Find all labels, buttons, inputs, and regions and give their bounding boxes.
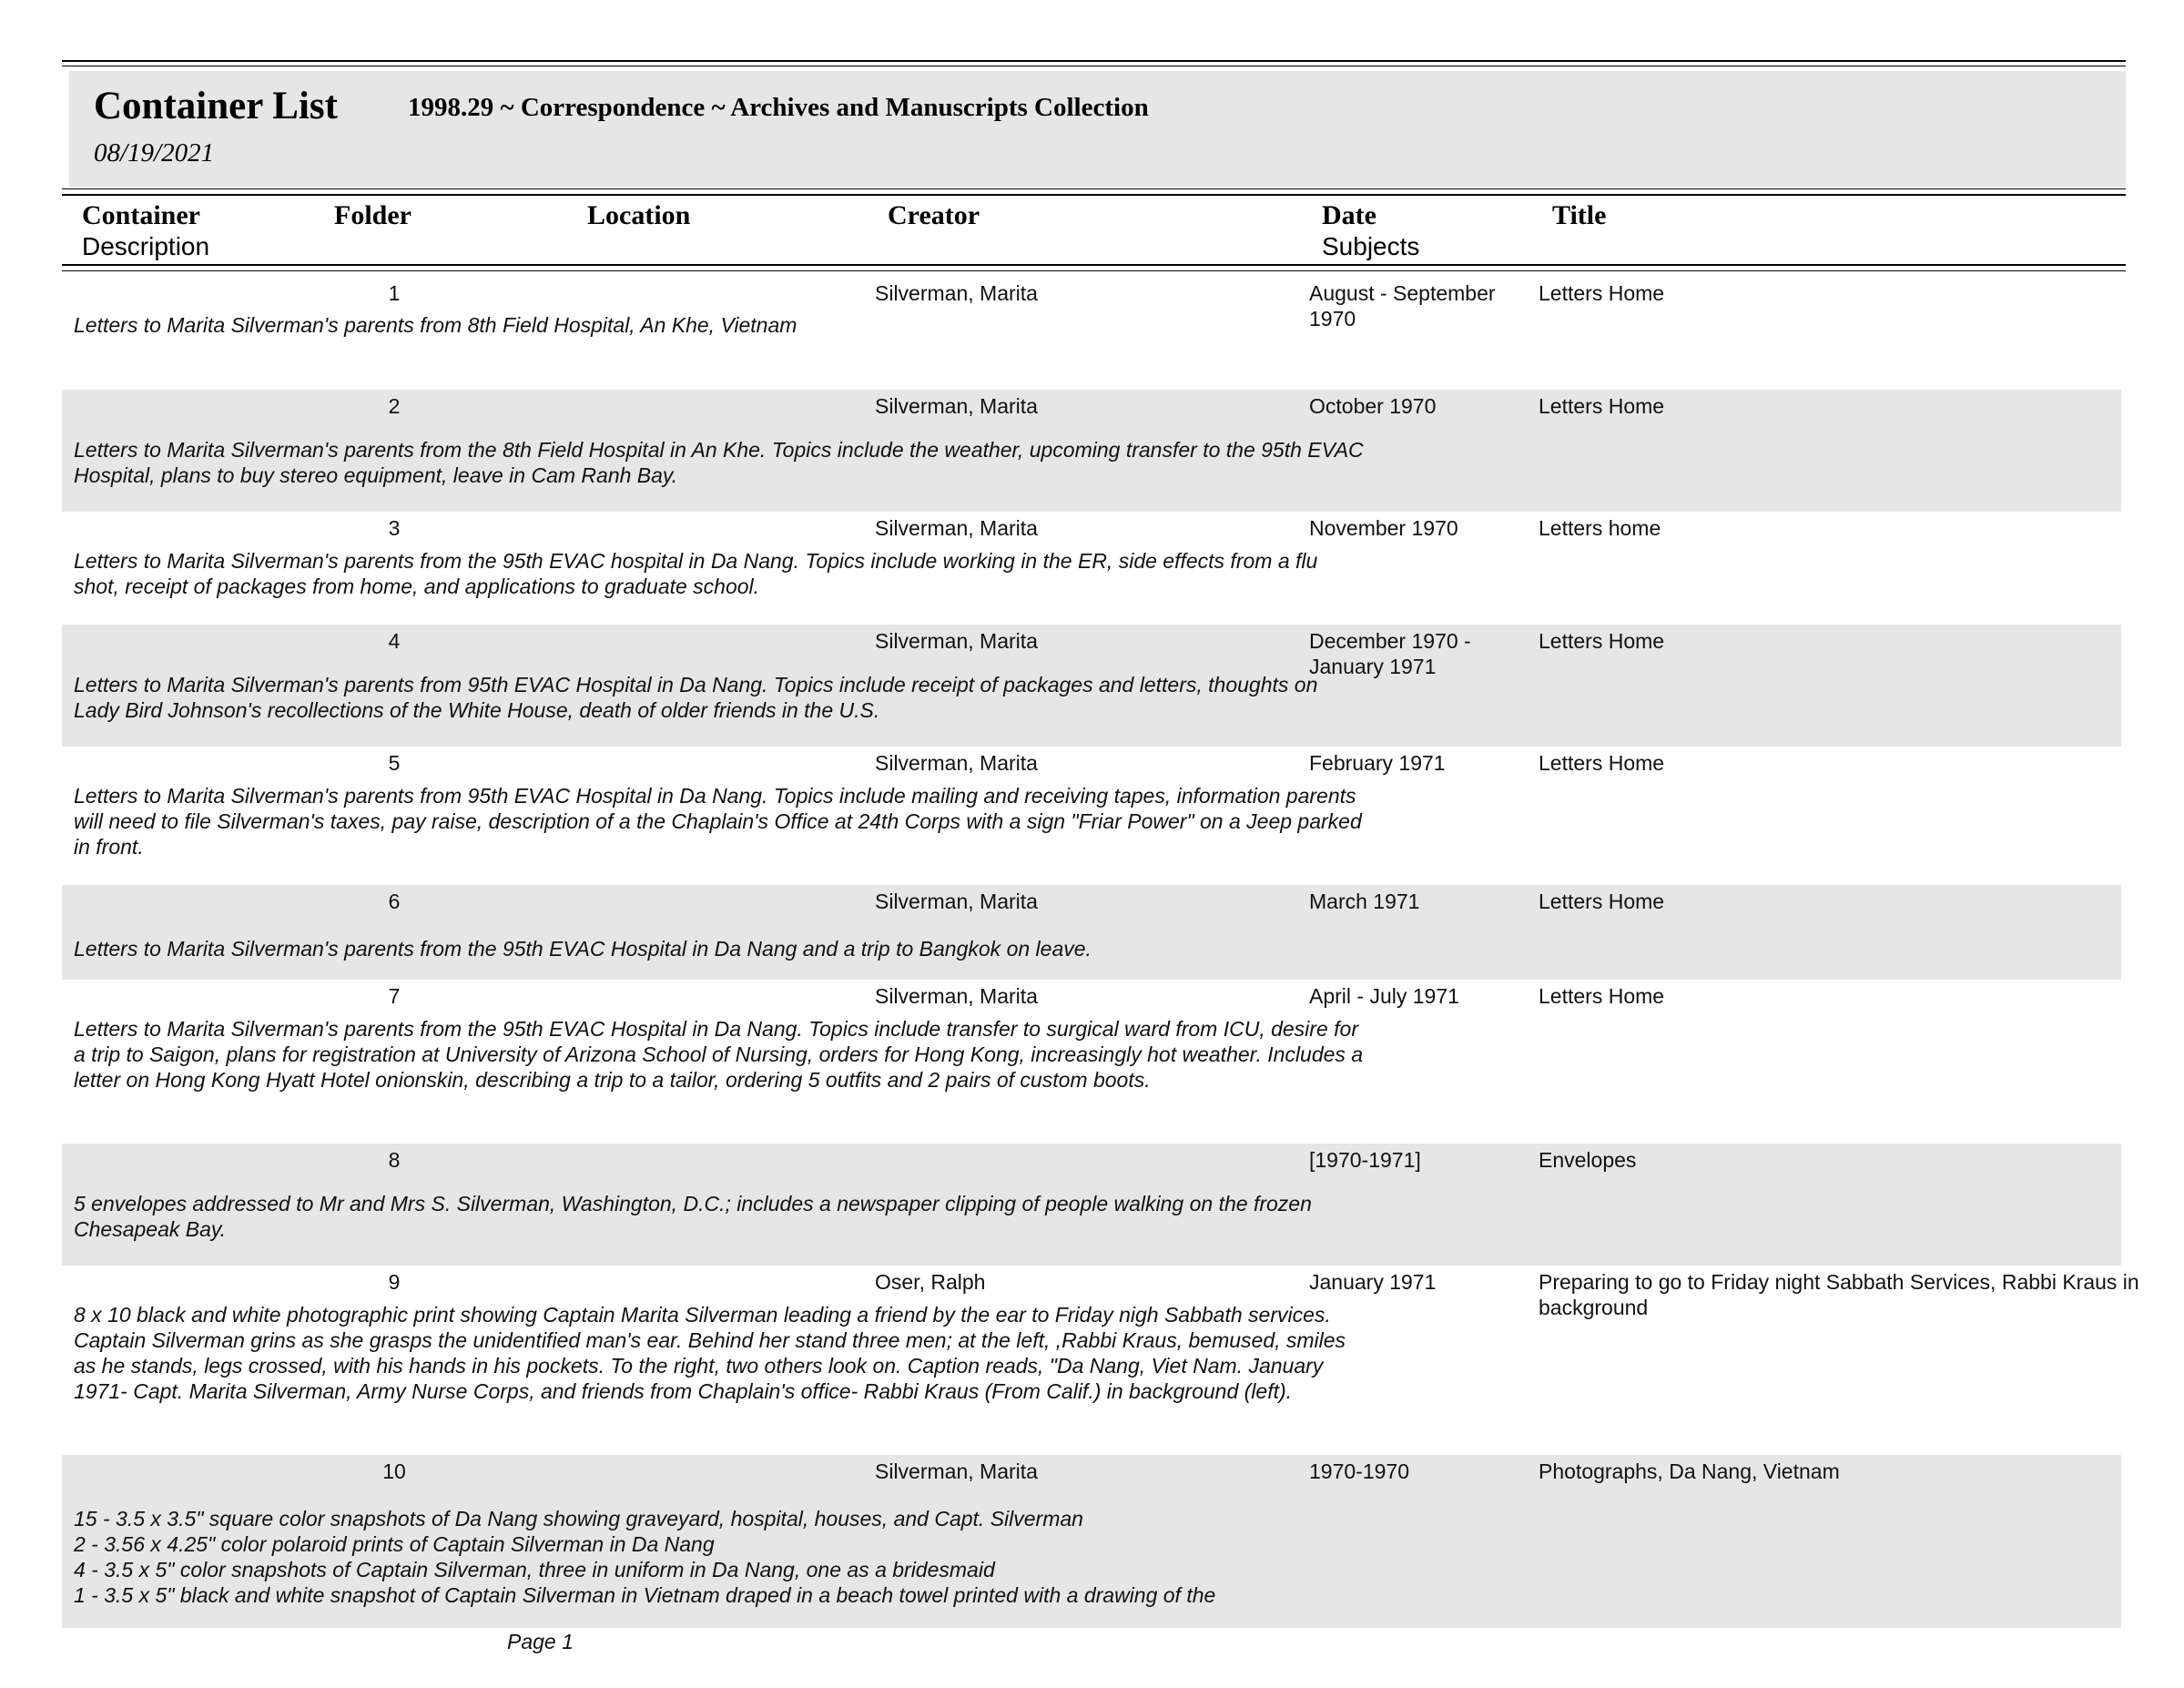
table-row	[62, 1144, 2121, 1266]
title: Letters Home	[1539, 629, 1665, 653]
folder-number: 4	[388, 629, 401, 653]
date: [1970-1971]	[1309, 1148, 1421, 1172]
top-rule-1	[62, 60, 2126, 62]
columns-rule-2	[62, 270, 2126, 271]
title: Letters Home	[1539, 281, 1665, 305]
description: 5 envelopes addressed to Mr and Mrs S. Silverman, Washington, D.C.; includes a newspaper clipping of people walking on the frozen Chesapeak Bay.	[74, 1192, 1312, 1241]
date: March 1971	[1309, 890, 1420, 913]
description: Letters to Marita Silverman's parents from the 95th EVAC hospital in Da Nang. Topics include working in the ER, side effects from a flu shot, receipt of packages from home, and applications to graduate school.	[74, 549, 1318, 598]
col-description: Description	[82, 232, 210, 260]
description: Letters to Marita Silverman's parents from 95th EVAC Hospital in Da Nang. Topics include receipt of packages and letters, thoughts on Lady Bird Johnson's recollections of the White House, death of older friends in the U.S.	[74, 673, 1318, 722]
table-row	[62, 885, 2121, 980]
table-row	[62, 512, 2121, 625]
col-container: Container	[82, 200, 200, 230]
title: Letters Home	[1539, 394, 1665, 418]
date: November 1970	[1309, 516, 1458, 540]
table-row	[62, 625, 2121, 747]
description-line: 15 - 3.5 x 3.5" square color snapshots of Da Nang showing graveyard, hospital, houses, and Capt. Silverman	[74, 1507, 1083, 1530]
description-line: 1 - 3.5 x 5" black and white snapshot of Captain Silverman in Vietnam draped in a beach towel printed with a drawing of the	[74, 1583, 1216, 1607]
description: Letters to Marita Silverman's parents from the 95th EVAC Hospital in Da Nang. Topics include transfer to surgical ward from ICU, desire for a trip to Saigon, plans for registration at University of Arizona School of Nursing, orders for Hong Kong, increasingly hot weather. Includes a letter on Hong Kong Hyatt Hotel onionskin, describing a trip to a tailor, ordering 5 outfits and 2 pairs of custom boots.	[74, 1017, 1364, 1092]
date: February 1971	[1309, 751, 1446, 775]
creator: Silverman, Marita	[875, 516, 1038, 540]
folder-number: 6	[388, 890, 401, 913]
header-rule-1	[62, 188, 2126, 189]
col-title: Title	[1552, 200, 1607, 230]
description: Letters to Marita Silverman's parents from the 95th EVAC Hospital in Da Nang and a trip to Bangkok on leave.	[74, 937, 1092, 961]
col-creator: Creator	[888, 200, 980, 230]
description-line: 2 - 3.56 x 4.25" color polaroid prints of Captain Silverman in Da Nang	[74, 1532, 715, 1556]
folder-number: 3	[388, 516, 401, 540]
folder-number: 7	[388, 984, 401, 1008]
creator: Silverman, Marita	[875, 984, 1038, 1008]
title: Letters Home	[1539, 890, 1665, 913]
creator: Oser, Ralph	[875, 1270, 986, 1294]
creator: Silverman, Marita	[875, 751, 1038, 775]
folder-number: 1	[388, 281, 401, 305]
table-row	[62, 275, 2121, 388]
folder-number: 9	[388, 1270, 401, 1294]
title: Photographs, Da Nang, Vietnam	[1539, 1459, 1840, 1483]
creator: Silverman, Marita	[875, 890, 1038, 913]
table-row	[62, 980, 2121, 1144]
folder-number: 5	[388, 751, 401, 775]
folder-number: 2	[388, 394, 401, 418]
header-band	[69, 71, 2126, 188]
date: December 1970 - January 1971	[1309, 629, 1471, 678]
description-line: 4 - 3.5 x 5" color snapshots of Captain Silverman, three in uniform in Da Nang, one as a bridesmaid	[74, 1558, 995, 1581]
date: 1970-1970	[1309, 1459, 1409, 1483]
header-rule-2	[62, 194, 2126, 196]
col-subjects: Subjects	[1322, 232, 1420, 260]
description: 8 x 10 black and white photographic print showing Captain Marita Silverman leading a friend by the ear to Friday nigh Sabbath services. Captain Silverman grins as she grasps the unidentified man's ear. Behind her stand three men; at the left, ,Rabbi Kraus, bemused, smiles as he stands, legs crossed, with his hands in his pockets. To the right, two others look on. Caption reads, "Da Nang, Viet Nam. January 1971- Capt. Marita Silverman, Army Nurse Corps, and friends from Chaplain's office- Rabbi Kraus (From Calif.) in background (left).	[74, 1303, 1346, 1403]
date: January 1971	[1309, 1270, 1437, 1294]
title: Letters Home	[1539, 751, 1665, 775]
page-number: Page 1	[507, 1630, 574, 1653]
page-title: Container List	[94, 85, 338, 127]
folder-number: 10	[382, 1459, 406, 1483]
date: August - September 1970	[1309, 281, 1496, 330]
table-row	[62, 390, 2121, 512]
columns-rule-1	[62, 264, 2126, 266]
creator: Silverman, Marita	[875, 1459, 1038, 1483]
col-folder: Folder	[334, 200, 411, 230]
collection-subtitle: 1998.29 ~ Correspondence ~ Archives and Manuscripts Collection	[408, 93, 1149, 122]
table-row	[62, 1455, 2121, 1628]
creator: Silverman, Marita	[875, 629, 1038, 653]
description: Letters to Marita Silverman's parents from 95th EVAC Hospital in Da Nang. Topics include mailing and receiving tapes, information parents will need to file Silverman's taxes, pay raise, description of a the Chaplain's Office at 24th Corps with a sign "Friar Power" on a Jeep parked in front.	[74, 784, 1362, 859]
table-row	[62, 747, 2121, 885]
date: October 1970	[1309, 394, 1437, 418]
col-location: Location	[587, 200, 691, 230]
title: Letters Home	[1539, 984, 1665, 1008]
date: April - July 1971	[1309, 984, 1459, 1008]
title: Preparing to go to Friday night Sabbath Services, Rabbi Kraus in background	[1539, 1270, 2139, 1319]
creator: Silverman, Marita	[875, 281, 1038, 305]
description: Letters to Marita Silverman's parents from 8th Field Hospital, An Khe, Vietnam	[74, 313, 797, 337]
folder-number: 8	[388, 1148, 401, 1172]
title: Letters home	[1539, 516, 1661, 540]
title: Envelopes	[1539, 1148, 1637, 1172]
description: Letters to Marita Silverman's parents from the 8th Field Hospital in An Khe. Topics include the weather, upcoming transfer to the 95th EVAC Hospital, plans to buy stereo equipment, leave in Cam Ranh Bay.	[74, 438, 1364, 487]
creator: Silverman, Marita	[875, 394, 1038, 418]
col-date: Date	[1322, 200, 1376, 230]
table-row	[62, 1266, 2139, 1455]
report-date: 08/19/2021	[94, 138, 215, 168]
